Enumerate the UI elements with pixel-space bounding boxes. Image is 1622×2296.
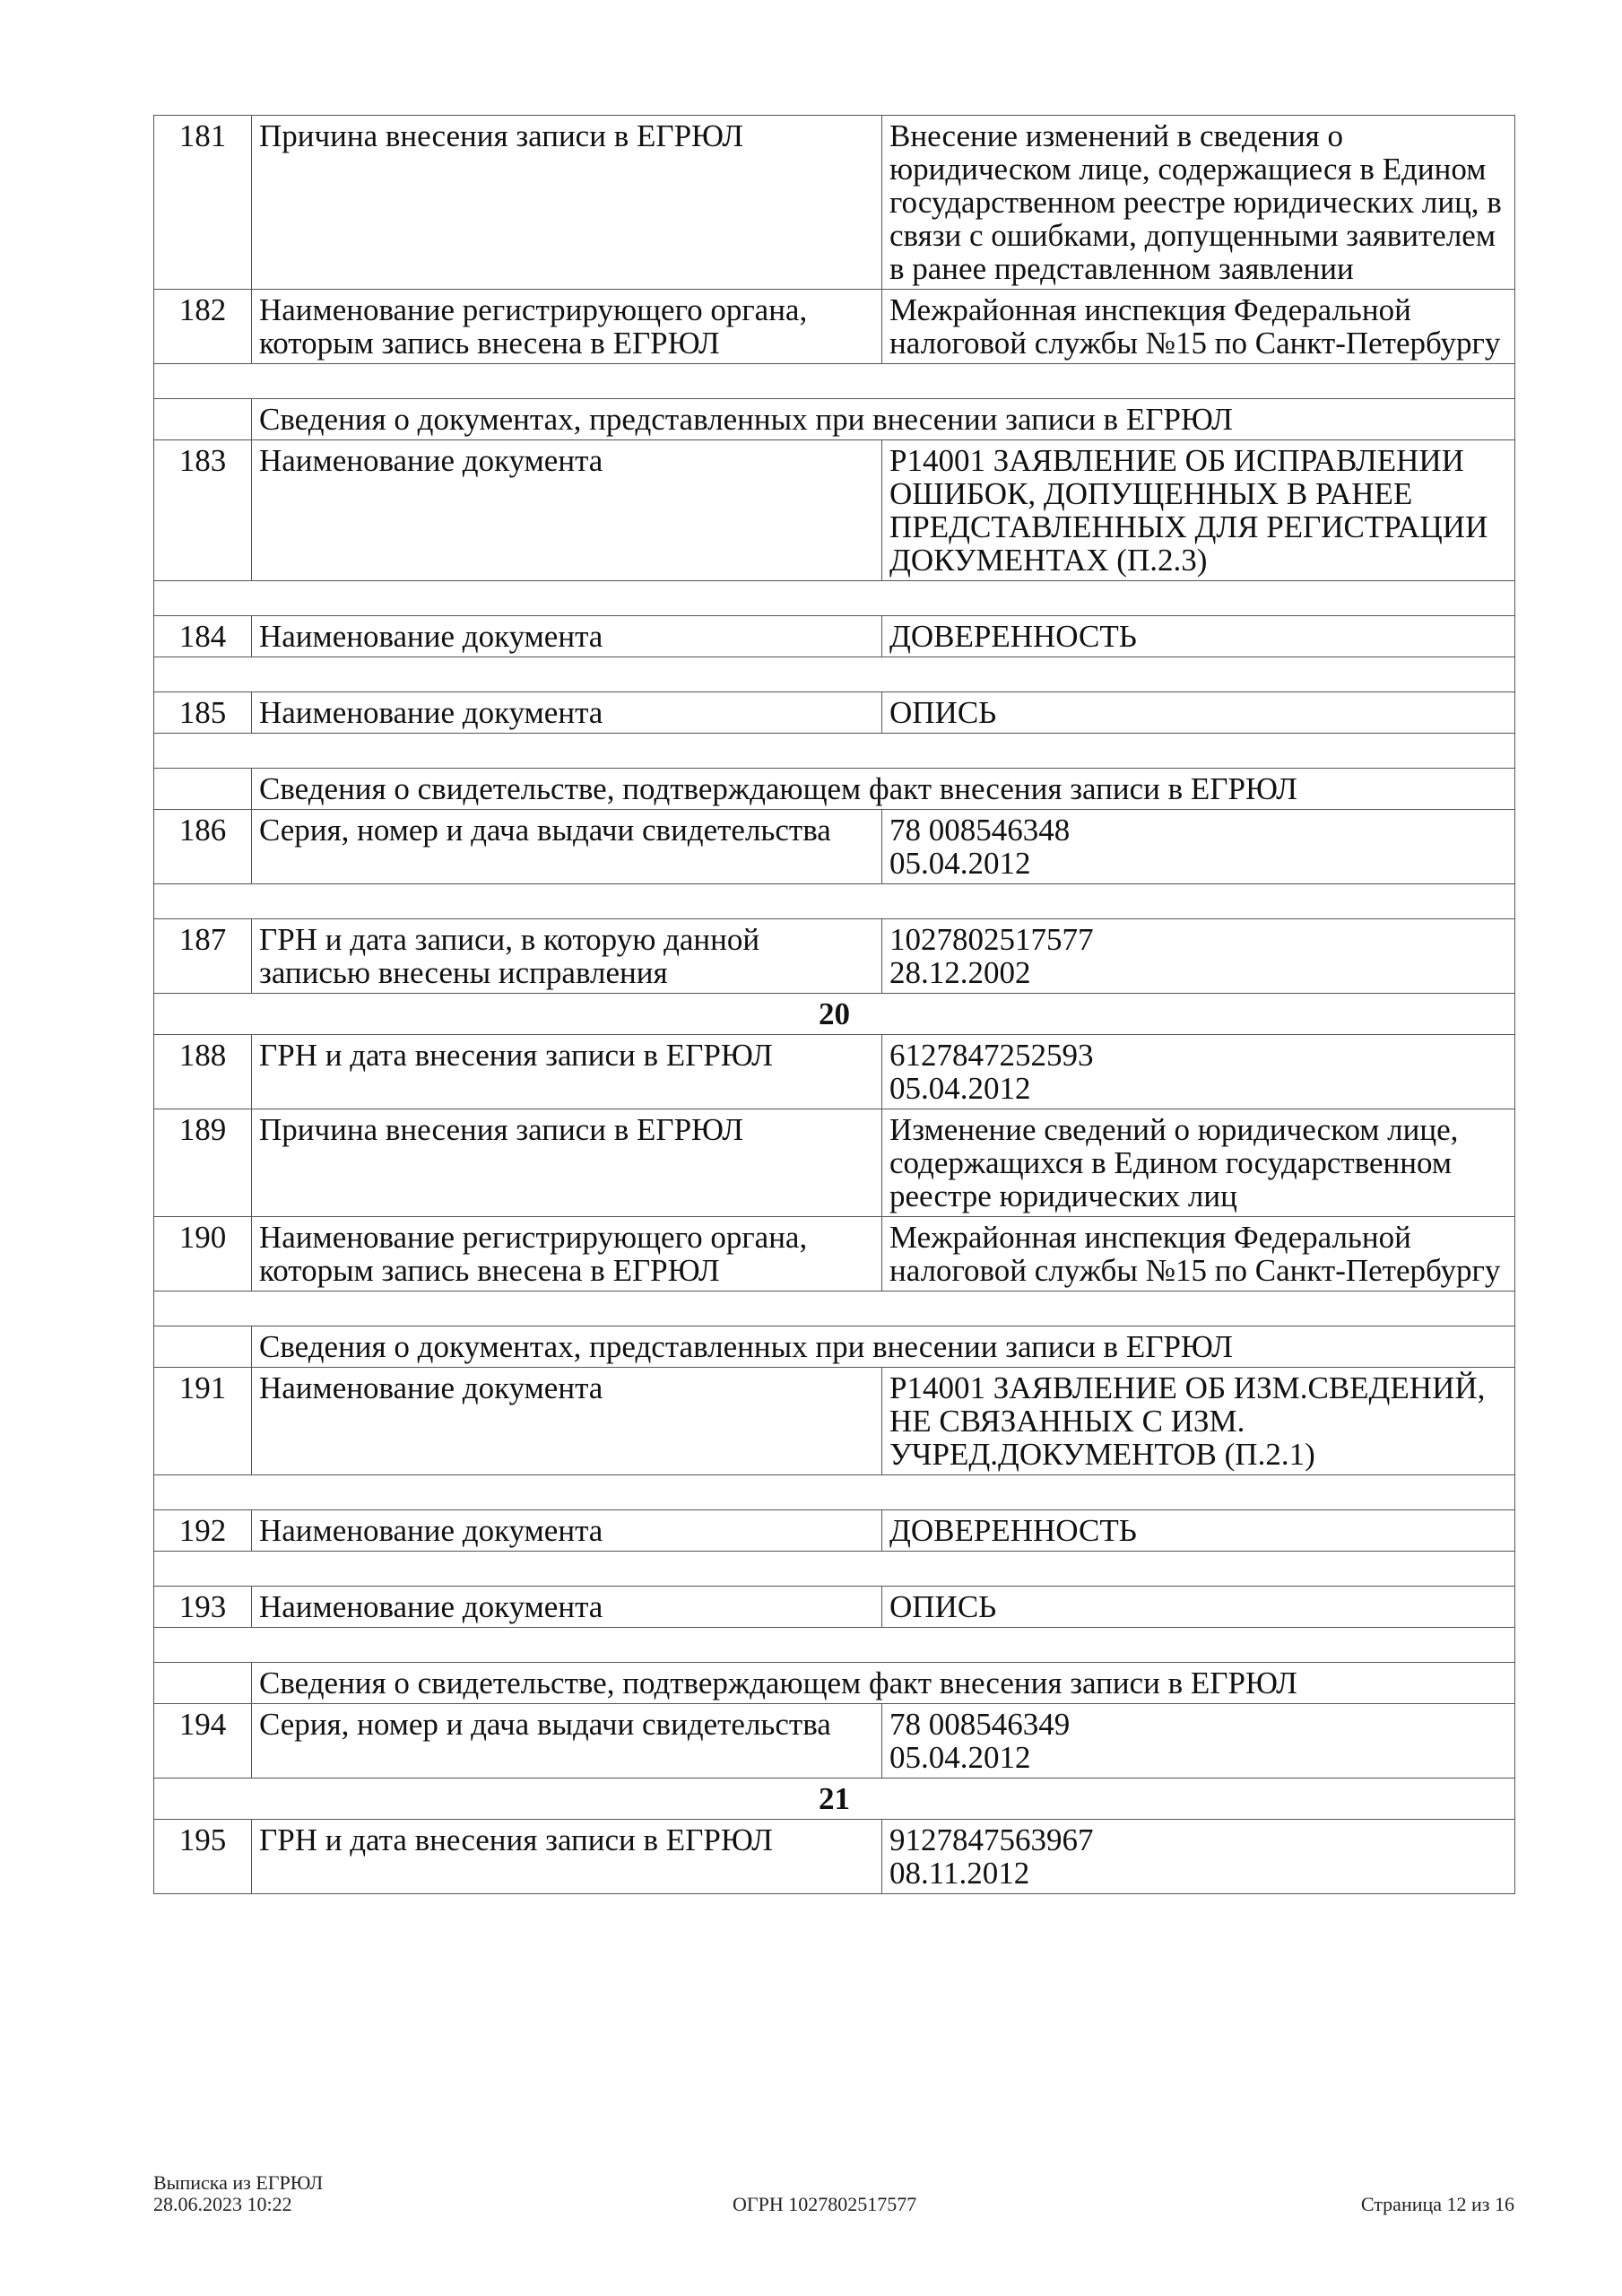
row-number: 183 bbox=[154, 440, 252, 581]
table-row bbox=[154, 1704, 1515, 1779]
field-value-line: Изменение сведений о юридическом лице, содержащихся в Едином государственном реестре юридических лиц bbox=[889, 1112, 1459, 1213]
field-value-line: 1027802517577 bbox=[889, 922, 1094, 957]
spacer-row bbox=[154, 884, 1515, 919]
field-label: ГРН и дата внесения записи в ЕГРЮЛ bbox=[252, 1035, 882, 1109]
field-value-line: Межрайонная инспекция Федеральной налоговой службы №15 по Санкт-Петербургу bbox=[889, 292, 1501, 361]
field-value bbox=[882, 919, 1515, 994]
row-number: 186 bbox=[154, 810, 252, 884]
spacer-cell bbox=[154, 1475, 1515, 1510]
spacer-cell bbox=[154, 884, 1515, 919]
field-label: Наименование документа bbox=[252, 1587, 882, 1628]
heading-number-cell bbox=[154, 1326, 252, 1368]
spacer-cell bbox=[154, 1628, 1515, 1663]
field-label: ГРН и дата записи, в которую данной записью внесены исправления bbox=[252, 919, 882, 994]
egrul-extract-table bbox=[153, 115, 1515, 1894]
field-label: Наименование документа bbox=[252, 616, 882, 657]
table-row bbox=[154, 1587, 1515, 1628]
field-value bbox=[882, 1109, 1515, 1217]
field-value bbox=[882, 1368, 1515, 1475]
table-row bbox=[154, 1035, 1515, 1109]
heading-number-cell bbox=[154, 769, 252, 810]
spacer-cell bbox=[154, 657, 1515, 692]
field-value-line: 78 008546349 bbox=[889, 1707, 1071, 1742]
subsection-heading: Сведения о свидетельстве, подтверждающем факт внесения записи в ЕГРЮЛ bbox=[252, 1663, 1515, 1704]
row-number: 189 bbox=[154, 1109, 252, 1217]
field-value-line: 78 008546348 bbox=[889, 813, 1071, 848]
field-value bbox=[882, 440, 1515, 581]
spacer-cell bbox=[154, 1552, 1515, 1587]
field-value-line: 28.12.2002 bbox=[889, 955, 1031, 990]
row-number: 194 bbox=[154, 1704, 252, 1779]
spacer-cell bbox=[154, 581, 1515, 616]
table-row bbox=[154, 440, 1515, 581]
field-value-line: 05.04.2012 bbox=[889, 1071, 1031, 1106]
field-label: Наименование регистрирующего органа, которым запись внесена в ЕГРЮЛ bbox=[252, 290, 882, 364]
row-number: 187 bbox=[154, 919, 252, 994]
table-row bbox=[154, 692, 1515, 734]
table-row bbox=[154, 290, 1515, 364]
field-label: Наименование документа bbox=[252, 692, 882, 734]
row-number: 182 bbox=[154, 290, 252, 364]
field-value-line: ДОВЕРЕННОСТЬ bbox=[889, 619, 1137, 654]
subsection-heading: Сведения о свидетельстве, подтверждающем факт внесения записи в ЕГРЮЛ bbox=[252, 769, 1515, 810]
field-value-line: Межрайонная инспекция Федеральной налоговой службы №15 по Санкт-Петербургу bbox=[889, 1220, 1501, 1288]
field-label: ГРН и дата внесения записи в ЕГРЮЛ bbox=[252, 1820, 882, 1894]
field-label: Наименование документа bbox=[252, 440, 882, 581]
field-value-line: 05.04.2012 bbox=[889, 846, 1031, 881]
field-label: Серия, номер и дача выдачи свидетельства bbox=[252, 1704, 882, 1779]
spacer-row bbox=[154, 657, 1515, 692]
subsection-heading-row bbox=[154, 399, 1515, 440]
record-number: 20 bbox=[154, 994, 1515, 1035]
row-number: 195 bbox=[154, 1820, 252, 1894]
spacer-row bbox=[154, 734, 1515, 769]
row-number: 188 bbox=[154, 1035, 252, 1109]
field-value-line: 9127847563967 bbox=[889, 1822, 1094, 1857]
row-number: 181 bbox=[154, 116, 252, 290]
field-value bbox=[882, 290, 1515, 364]
field-value-line: ДОВЕРЕННОСТЬ bbox=[889, 1513, 1137, 1548]
field-label: Серия, номер и дача выдачи свидетельства bbox=[252, 810, 882, 884]
spacer-row bbox=[154, 1475, 1515, 1510]
table-row bbox=[154, 919, 1515, 994]
spacer-row bbox=[154, 1552, 1515, 1587]
field-value bbox=[882, 116, 1515, 290]
spacer-row bbox=[154, 581, 1515, 616]
row-number: 190 bbox=[154, 1217, 252, 1292]
spacer-cell bbox=[154, 1292, 1515, 1326]
footer-left bbox=[153, 2172, 323, 2215]
spacer-row bbox=[154, 1628, 1515, 1663]
table-row bbox=[154, 1368, 1515, 1475]
field-value bbox=[882, 1035, 1515, 1109]
subsection-heading-row bbox=[154, 769, 1515, 810]
footer-ogrn: ОГРН 1027802517577 bbox=[733, 2193, 917, 2215]
field-label: Причина внесения записи в ЕГРЮЛ bbox=[252, 1109, 882, 1217]
table-row bbox=[154, 116, 1515, 290]
subsection-heading: Сведения о документах, представленных при внесении записи в ЕГРЮЛ bbox=[252, 1326, 1515, 1368]
field-value-line: 08.11.2012 bbox=[889, 1856, 1030, 1891]
row-number: 184 bbox=[154, 616, 252, 657]
field-value bbox=[882, 1820, 1515, 1894]
row-number: 193 bbox=[154, 1587, 252, 1628]
subsection-heading-row bbox=[154, 1326, 1515, 1368]
field-value-line: 6127847252593 bbox=[889, 1038, 1094, 1073]
heading-number-cell bbox=[154, 1663, 252, 1704]
record-number-row bbox=[154, 1779, 1515, 1820]
field-value bbox=[882, 1587, 1515, 1628]
field-value-line: ОПИСЬ bbox=[889, 695, 997, 730]
field-value bbox=[882, 616, 1515, 657]
field-label: Наименование документа bbox=[252, 1368, 882, 1475]
field-label: Наименование регистрирующего органа, которым запись внесена в ЕГРЮЛ bbox=[252, 1217, 882, 1292]
field-label: Причина внесения записи в ЕГРЮЛ bbox=[252, 116, 882, 290]
heading-number-cell bbox=[154, 399, 252, 440]
subsection-heading: Сведения о документах, представленных при внесении записи в ЕГРЮЛ bbox=[252, 399, 1515, 440]
spacer-row bbox=[154, 364, 1515, 399]
field-value bbox=[882, 1704, 1515, 1779]
table-row bbox=[154, 810, 1515, 884]
spacer-cell bbox=[154, 734, 1515, 769]
table-row bbox=[154, 1217, 1515, 1292]
spacer-row bbox=[154, 1292, 1515, 1326]
footer-doc-title: Выписка из ЕГРЮЛ bbox=[153, 2171, 324, 2194]
field-value bbox=[882, 1510, 1515, 1552]
footer-datetime: 28.06.2023 10:22 bbox=[153, 2193, 292, 2215]
field-value-line: ОПИСЬ bbox=[889, 1589, 997, 1624]
table-body bbox=[154, 116, 1515, 1894]
field-value-line: Р14001 ЗАЯВЛЕНИЕ ОБ ИСПРАВЛЕНИИ ОШИБОК, ДОПУЩЕННЫХ В РАНЕЕ ПРЕДСТАВЛЕННЫХ ДЛЯ РЕГИСТРАЦИИ ДОКУМЕНТАХ (П.2.3) bbox=[889, 443, 1488, 578]
table-row bbox=[154, 616, 1515, 657]
field-value bbox=[882, 1217, 1515, 1292]
table-row bbox=[154, 1820, 1515, 1894]
field-label: Наименование документа bbox=[252, 1510, 882, 1552]
field-value-line: Р14001 ЗАЯВЛЕНИЕ ОБ ИЗМ.СВЕДЕНИЙ, НЕ СВЯЗАННЫХ С ИЗМ. УЧРЕД.ДОКУМЕНТОВ (П.2.1) bbox=[889, 1370, 1486, 1472]
row-number: 191 bbox=[154, 1368, 252, 1475]
row-number: 185 bbox=[154, 692, 252, 734]
spacer-cell bbox=[154, 364, 1515, 399]
field-value-line: Внесение изменений в сведения о юридическом лице, содержащиеся в Едином государственном реестре юридических лиц, в связи с ошибками, допущенными заявителем в ранее представленном заявлении bbox=[889, 118, 1502, 286]
footer-page-number: Страница 12 из 16 bbox=[1360, 2193, 1514, 2215]
field-value bbox=[882, 692, 1515, 734]
field-value bbox=[882, 810, 1515, 884]
row-number: 192 bbox=[154, 1510, 252, 1552]
field-value-line: 05.04.2012 bbox=[889, 1740, 1031, 1775]
record-number: 21 bbox=[154, 1779, 1515, 1820]
table-row bbox=[154, 1510, 1515, 1552]
record-number-row bbox=[154, 994, 1515, 1035]
table-row bbox=[154, 1109, 1515, 1217]
subsection-heading-row bbox=[154, 1663, 1515, 1704]
